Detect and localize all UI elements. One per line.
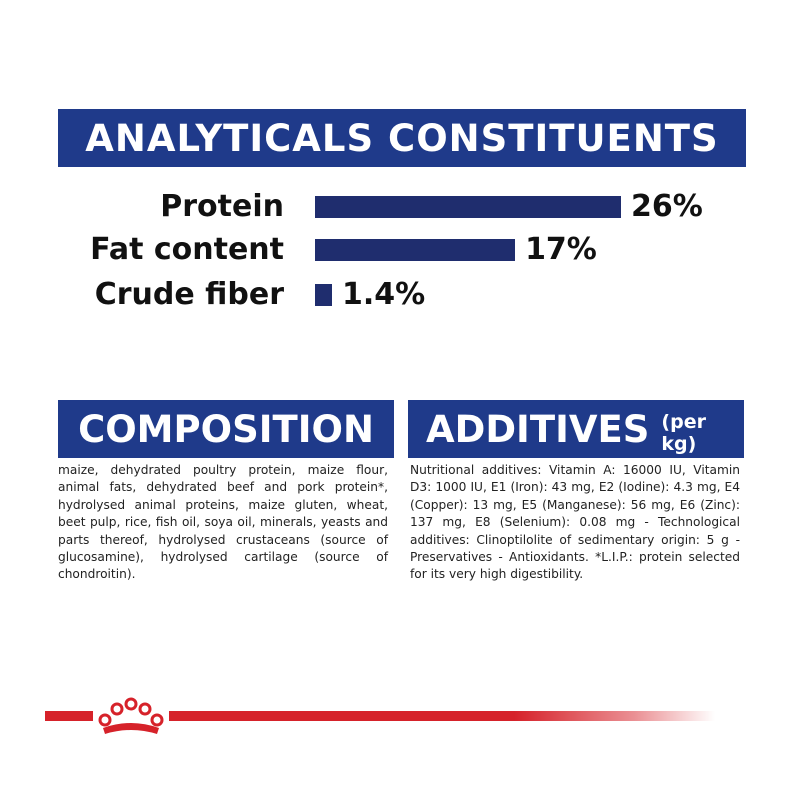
additives-title: ADDITIVES: [426, 407, 650, 451]
composition-text: maize, dehydrated poultry protein, maize flour, animal fats, dehydrated beef and pork protein*, hydrolysed animal proteins, maize gluten, wheat, beet pulp, rice, fish oil, soya oil, minerals, yeasts and parts thereof, hydrolysed crustaceans (source of glucosamine), hydrolysed cartilage (source of chondroitin).: [58, 463, 388, 582]
nutrient-row-fat: [0, 230, 800, 270]
nutrient-row-fiber: [0, 275, 800, 315]
additives-unit: (per kg): [661, 411, 706, 455]
nutrient-value: 17%: [525, 232, 597, 267]
nutrient-value: 1.4%: [342, 277, 426, 312]
crown-icon: [93, 690, 169, 738]
composition-title: COMPOSITION: [78, 407, 374, 451]
additives-banner: [408, 400, 744, 458]
composition-banner: [58, 400, 394, 458]
nutrient-bar: [315, 239, 515, 261]
nutrient-bar: [315, 196, 621, 218]
nutrient-label: Crude fiber: [94, 277, 284, 312]
nutrient-row-protein: [0, 187, 800, 227]
nutrient-label: Protein: [160, 189, 284, 224]
analytics-banner: [58, 109, 746, 167]
nutrient-value: 26%: [631, 189, 703, 224]
nutrient-bar: [315, 284, 332, 306]
nutrient-label: Fat content: [90, 232, 284, 267]
additives-text: Nutritional additives: Vitamin A: 16000 IU, Vitamin D3: 1000 IU, E1 (Iron): 43 mg, E2 (Iodine): 4.3 mg, E4 (Copper): 13 mg, E5 (Manganese): 56 mg, E6 (Zinc): 137 mg, E8 (Selenium): 0.08 mg - Technological additives: Clinoptilolite of sedimentary origin: 5 g - Preservatives - Antioxidants. *L.I.P.: protein selected for its very high digestibility.: [410, 463, 740, 582]
analytics-title: ANALYTICALS CONSTITUENTS: [85, 116, 719, 160]
